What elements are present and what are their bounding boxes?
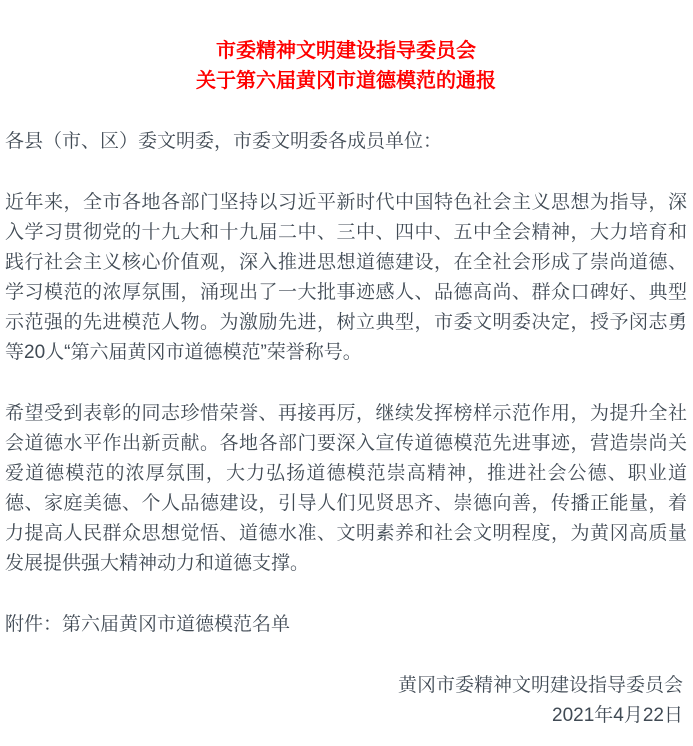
body-paragraph-1: 近年来，全市各地各部门坚持以习近平新时代中国特色社会主义思想为指导，深入学习贯彻党的十九大和十九届二中、三中、四中、五中全会精神，大力培育和践行社会主义核心价值观，深入推进思想道德建设，在全社会形成了崇尚道德、学习模范的浓厚氛围，涌现出了一大批事迹感人、品德高尚、群众口碑好、典型示范强的先进模范人物。为激励先进，树立典型，市委文明委决定，授予闵志勇等20人“第六届黄冈市道德模范”荣誉称号。: [5, 192, 687, 363]
salutation-line: 各县（市、区）委文明委，市委文明委各成员单位：: [5, 131, 443, 152]
attachment-line: 附件：第六届黄冈市道德模范名单: [5, 614, 291, 635]
body-paragraph-2: 希望受到表彰的同志珍惜荣誉、再接再厉，继续发挥榜样示范作用，为提升全社会道德水平作出新贡献。各地各部门要深入宣传道德模范先进事迹，营造崇尚关爱道德模范的浓厚氛围，大力弘扬道德模范崇高精神，推进社会公德、职业道德、家庭美德、个人品德建设，引导人们见贤思齐、崇德向善，传播正能量，着力提高人民群众思想觉悟、道德水准、文明素养和社会文明程度，为黄冈高质量发展提供强大精神动力和道德支撑。: [5, 403, 687, 574]
doc-title-line-2: 关于第六届黄冈市道德模范的通报: [196, 70, 496, 92]
doc-title: [5, 36, 687, 96]
signature-block: [5, 671, 683, 731]
signature-date: 2021年4月22日: [552, 705, 683, 726]
signature-organization: 黄冈市委精神文明建设指导委员会: [397, 675, 683, 696]
doc-title-line-1: 市委精神文明建设指导委员会: [216, 40, 476, 62]
